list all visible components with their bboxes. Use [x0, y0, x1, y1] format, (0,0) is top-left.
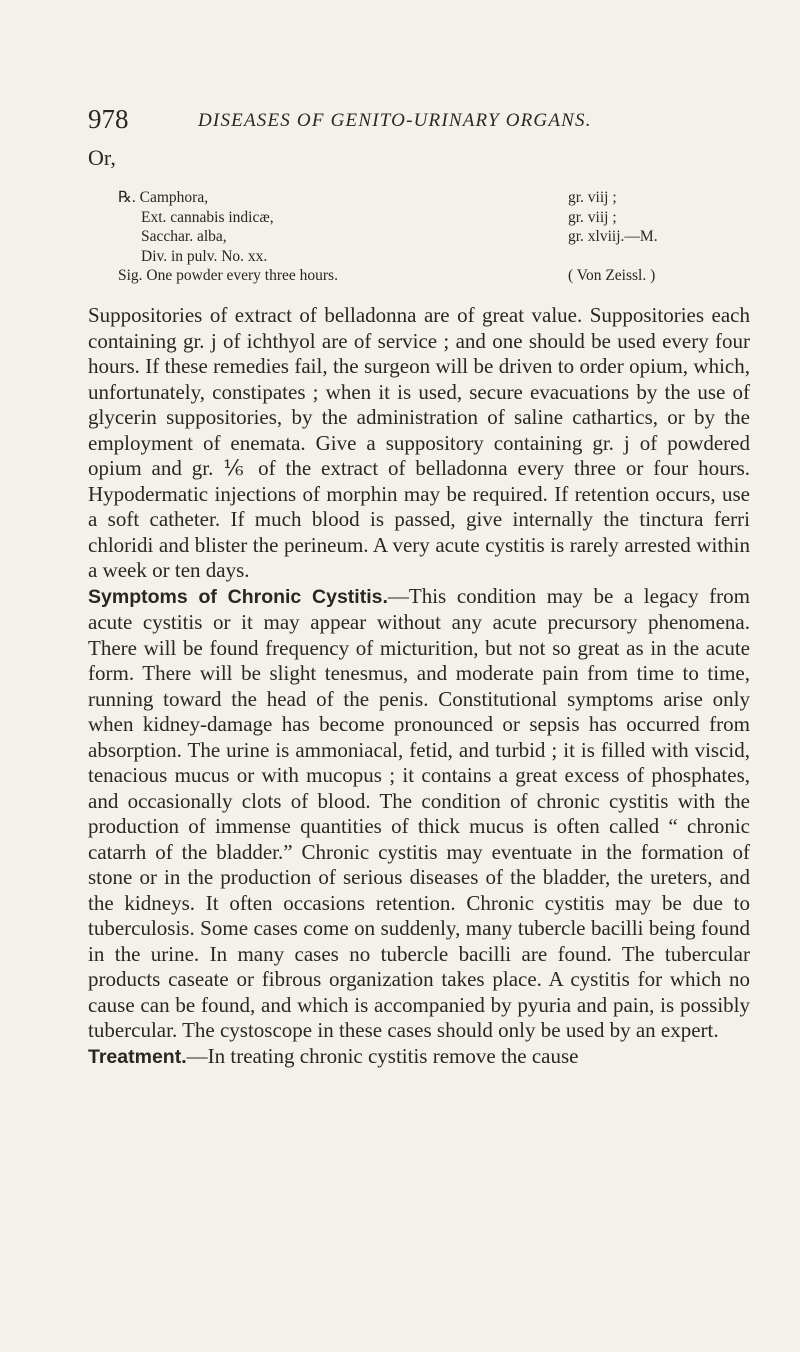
- prescription-dose: gr. xlviij.—M.: [568, 228, 658, 245]
- prescription-row: [118, 208, 758, 228]
- page-number: 978: [88, 104, 129, 134]
- prescription-row: [118, 188, 758, 208]
- prescription-row: [118, 266, 758, 286]
- prescription-ingredient: Ext. cannabis indicæ,: [141, 208, 274, 226]
- prescription-row: [118, 247, 758, 267]
- body-text: [88, 303, 750, 1070]
- prescription-dose: gr. viij ;: [568, 189, 617, 206]
- prescription-signa: Sig. One powder every three hours.: [118, 267, 338, 284]
- paragraph-treatment-text: —In treating chronic cystitis remove the cause: [186, 1043, 579, 1068]
- running-head: DISEASES OF GENITO-URINARY ORGANS.: [198, 110, 592, 131]
- paragraph-symptoms: [88, 584, 750, 1044]
- prescription-block: [118, 188, 758, 286]
- prescription-row: [118, 227, 758, 247]
- paragraph-symptoms-text: —This condition may be a legacy from acute cystitis or it may appear without any acute precursory phenomena. There will be found frequency of micturition, but not so great as in the acute form. There will be slight tenesmus, and moderate pain from time to time, running toward the head of the penis. Constitutional symptoms arise only when kidney-damage has become pronounced or sepsis has occurred from absorption. The urine is ammoniacal, fetid, and turbid ; it is filled with viscid, tenacious mucus or with mucopus ; it contains a great excess of phosphates, and occasionally clots of blood. The condition of chronic cystitis with the production of immense quantities of thick mucus is often called “ chronic catarrh of the bladder.” Chronic cystitis may eventuate in the formation of stone or in the production of serious diseases of the bladder, the ureters, and the kidneys. It often occasions retention. Chronic cystitis may be due to tuberculosis. Some cases come on suddenly, many tubercle bacilli being found in the urine. In many cases no tubercle bacilli are found. The tubercular products caseate or fibrous organization takes place. A cystitis for which no cause can be found, and which is accompanied by pyuria and pain, is possibly tubercular. The cystoscope in these cases should only be used by an expert.: [88, 583, 750, 1042]
- prescription-ingredient: Sacchar. alba,: [141, 228, 227, 245]
- prescription-dose: gr. viij ;: [568, 208, 617, 226]
- paragraph-treatment: [88, 1044, 750, 1071]
- prescription-ingredient: ℞. Camphora,: [118, 189, 209, 206]
- paragraph-suppositories: Suppositories of extract of belladonna are of great value. Suppositories each containing gr. j of ichthyol are of service ; and one should be used every four hours. If these remedies fail, the surgeon will be driven to order opium, which, unfortunately, constipates ; when it is used, secure evacuations by the use of glycerin suppositories, by the administration of saline cathartics, or by the employment of enemata. Give a suppository containing gr. j of powdered opium and gr. ⅙ of the extract of belladonna every three or four hours. Hypodermatic injections of morphin may be required. If retention occurs, use a soft catheter. If much blood is passed, give internally the tinctura ferri chloridi and blister the perineum. A very acute cystitis is rarely arrested within a week or ten days.: [88, 303, 750, 582]
- or-label: Or,: [88, 145, 116, 170]
- prescription-attribution: ( Von Zeissl. ): [568, 267, 656, 284]
- page-header: [88, 100, 728, 140]
- heading-symptoms: Symptoms of Chronic Cystitis.: [88, 585, 388, 608]
- heading-treatment: Treatment.: [88, 1045, 187, 1068]
- prescription-instruction: Div. in pulv. No. xx.: [141, 247, 268, 265]
